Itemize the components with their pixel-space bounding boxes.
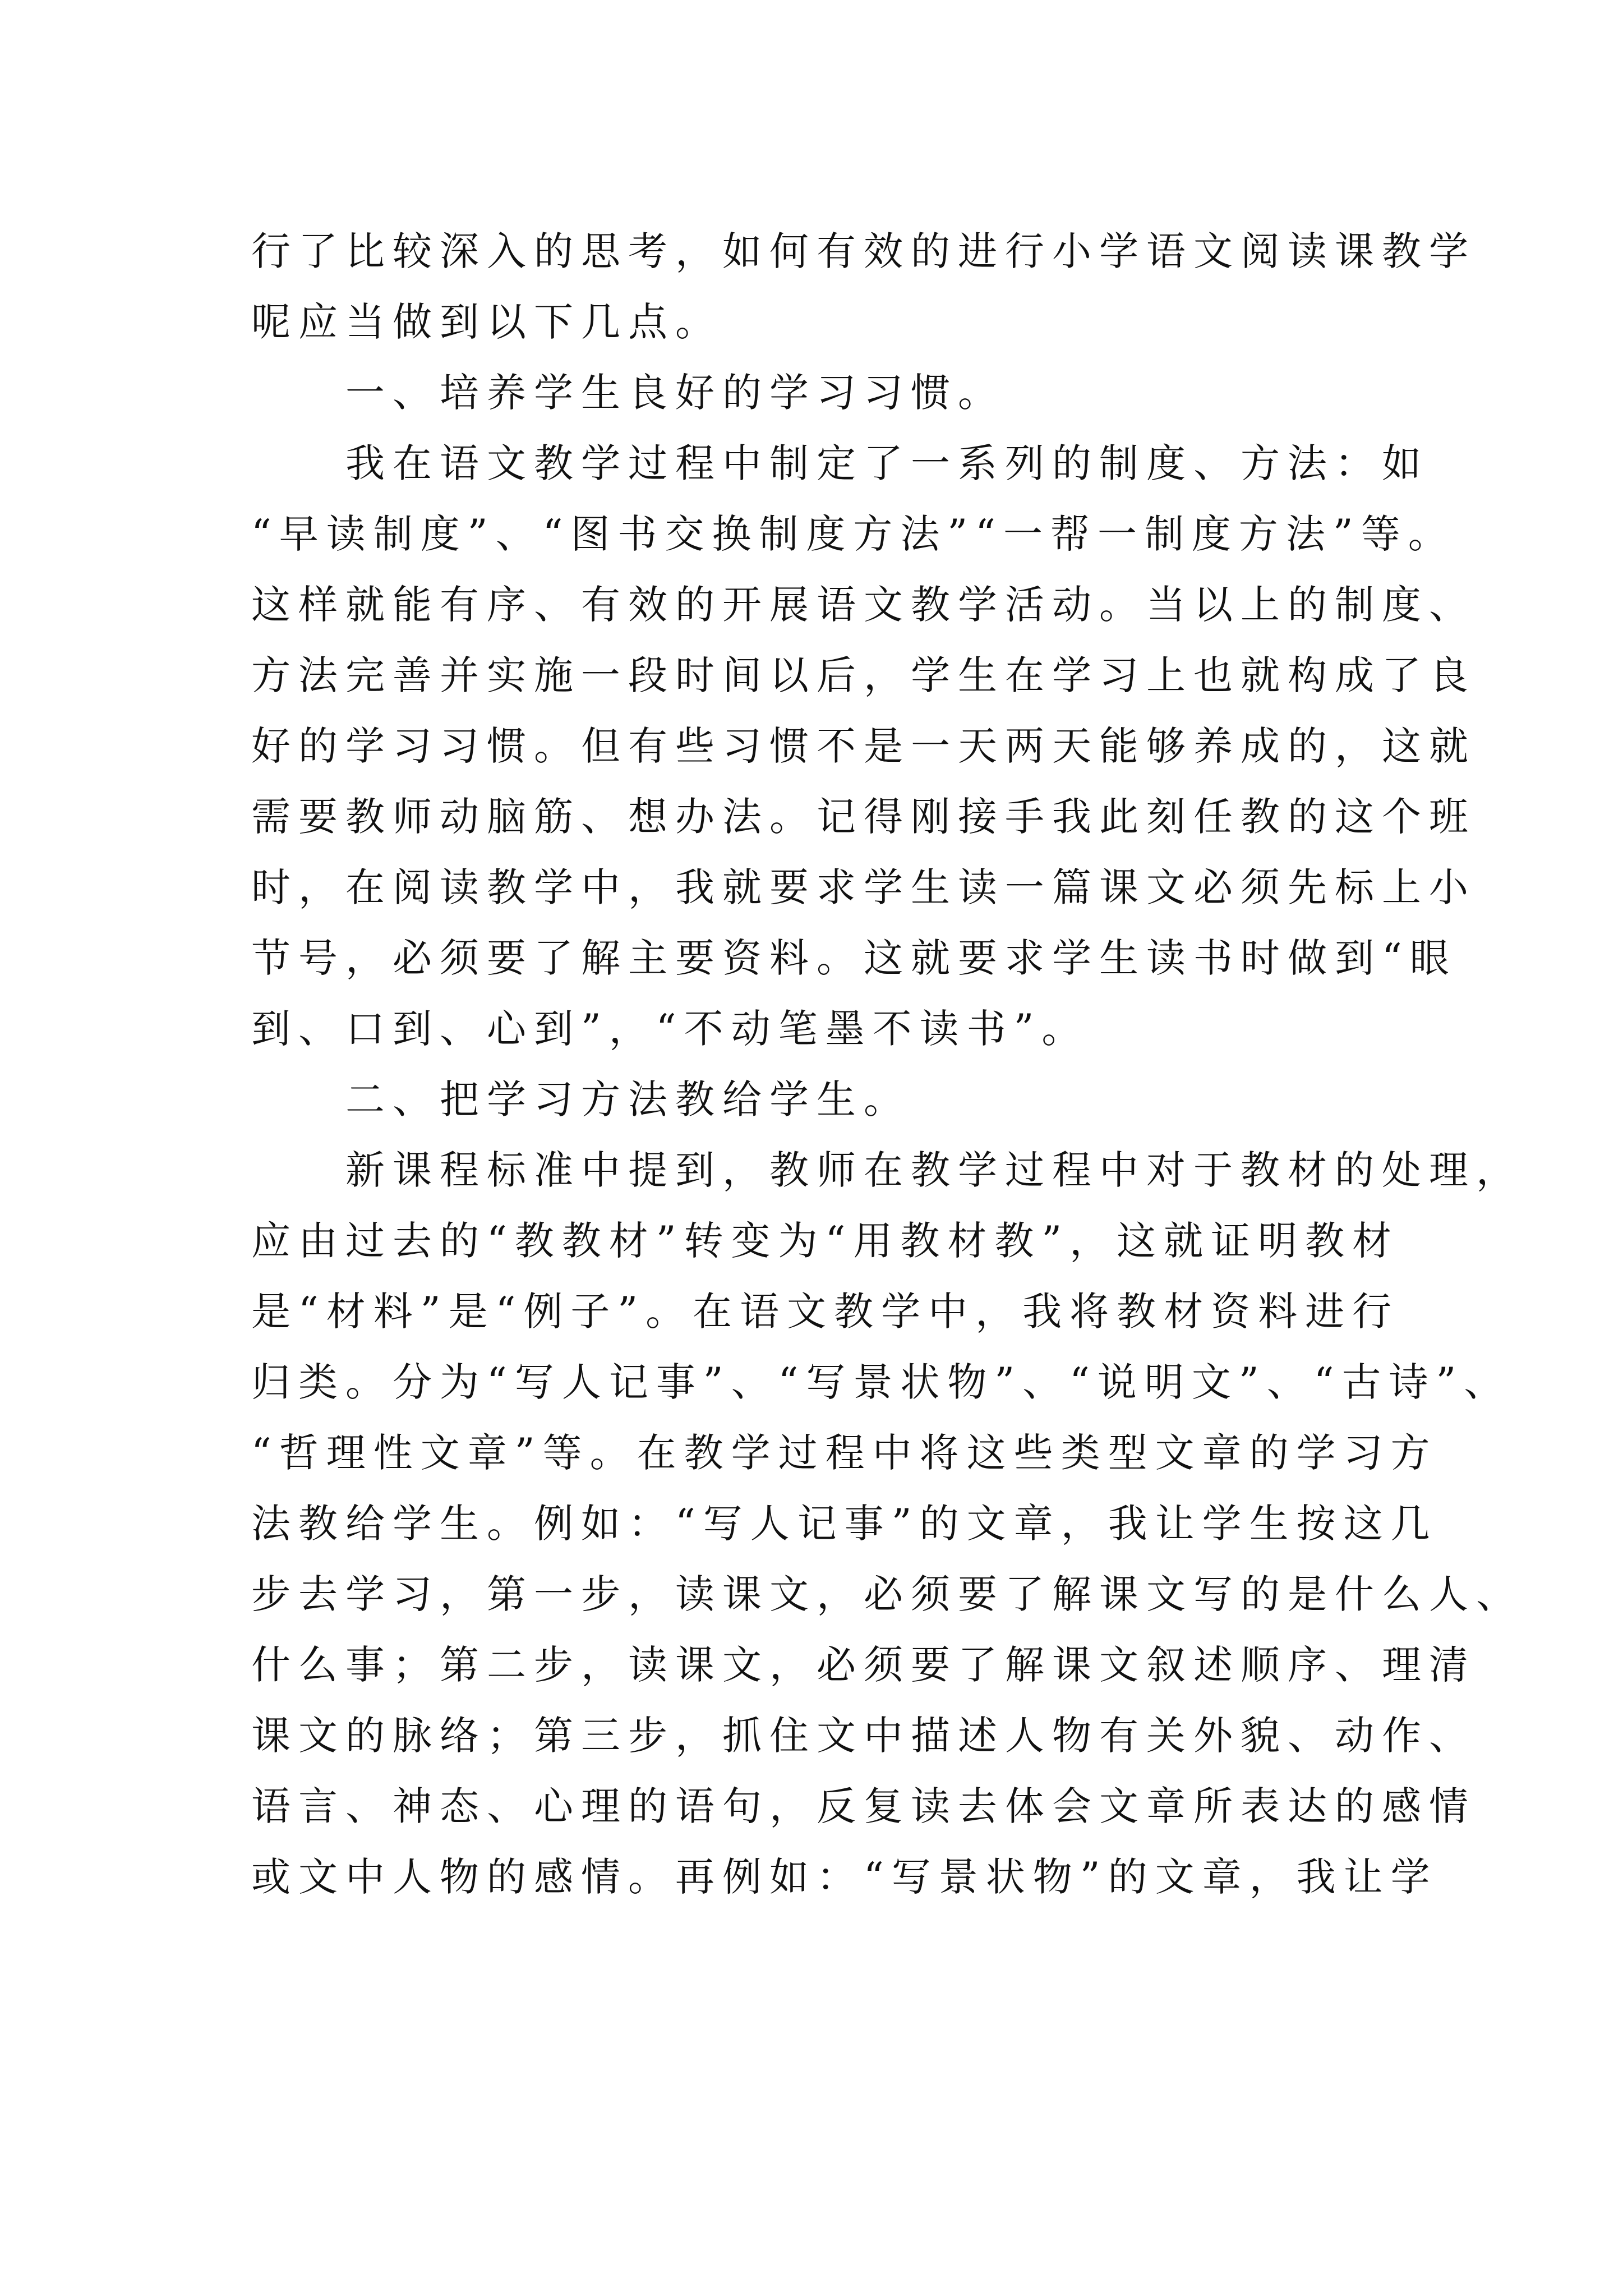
text-line: 课文的脉络；第三步，抓住文中描述人物有关外貌、动作、 <box>251 1713 1476 1759</box>
text-line: 我在语文教学过程中制定了一系列的制度、方法：如 <box>251 440 1429 486</box>
text-line: 方法完善并实施一段时间以后，学生在学习上也就构成了良 <box>251 652 1476 698</box>
text-line: 归类。分为“写人记事”、“写景状物”、“说明文”、“古诗”、 <box>251 1359 1511 1405</box>
text-line: 到、口到、心到”，“不动笔墨不读书”。 <box>251 1006 1089 1052</box>
text-line: 节号，必须要了解主要资料。这就要求学生读书时做到“眼 <box>251 935 1457 981</box>
text-line: 行了比较深入的思考，如何有效的进行小学语文阅读课教学 <box>251 228 1476 274</box>
text-line: 法教给学生。例如：“写人记事”的文章，我让学生按这几 <box>251 1501 1438 1547</box>
text-line: 步去学习，第一步，读课文，必须要了解课文写的是什么人、 <box>251 1571 1523 1617</box>
section-heading-2: 二、把学习方法教给学生。 <box>251 1076 911 1122</box>
text-line: 应由过去的“教教材”转变为“用教材教”，这就证明教材 <box>251 1218 1400 1264</box>
text-line: 呢应当做到以下几点。 <box>251 299 722 345</box>
text-line: 是“材料”是“例子”。在语文教学中，我将教材资料进行 <box>251 1289 1400 1335</box>
text-line: “早读制度”、“图书交换制度方法”“一帮一制度方法”等。 <box>251 511 1455 557</box>
text-line: 新课程标准中提到，教师在教学过程中对于教材的处理， <box>251 1147 1523 1193</box>
text-line: 时，在阅读教学中，我就要求学生读一篇课文必须先标上小 <box>251 864 1476 910</box>
document-body <box>251 216 1523 1912</box>
text-line: 这样就能有序、有效的开展语文教学活动。当以上的制度、 <box>251 582 1476 628</box>
text-line: 语言、神态、心理的语句，反复读去体会文章所表达的感情 <box>251 1783 1476 1829</box>
text-line: 需要教师动脑筋、想办法。记得刚接手我此刻任教的这个班 <box>251 794 1476 840</box>
text-line: 什么事；第二步，读课文，必须要了解课文叙述顺序、理清 <box>251 1642 1476 1688</box>
text-line: “哲理性文章”等。在教学过程中将这些类型文章的学习方 <box>251 1430 1438 1476</box>
text-line: 或文中人物的感情。再例如：“写景状物”的文章，我让学 <box>251 1854 1438 1900</box>
text-line: 好的学习习惯。但有些习惯不是一天两天能够养成的，这就 <box>251 723 1476 769</box>
section-heading-1: 一、培养学生良好的学习习惯。 <box>251 370 1005 416</box>
